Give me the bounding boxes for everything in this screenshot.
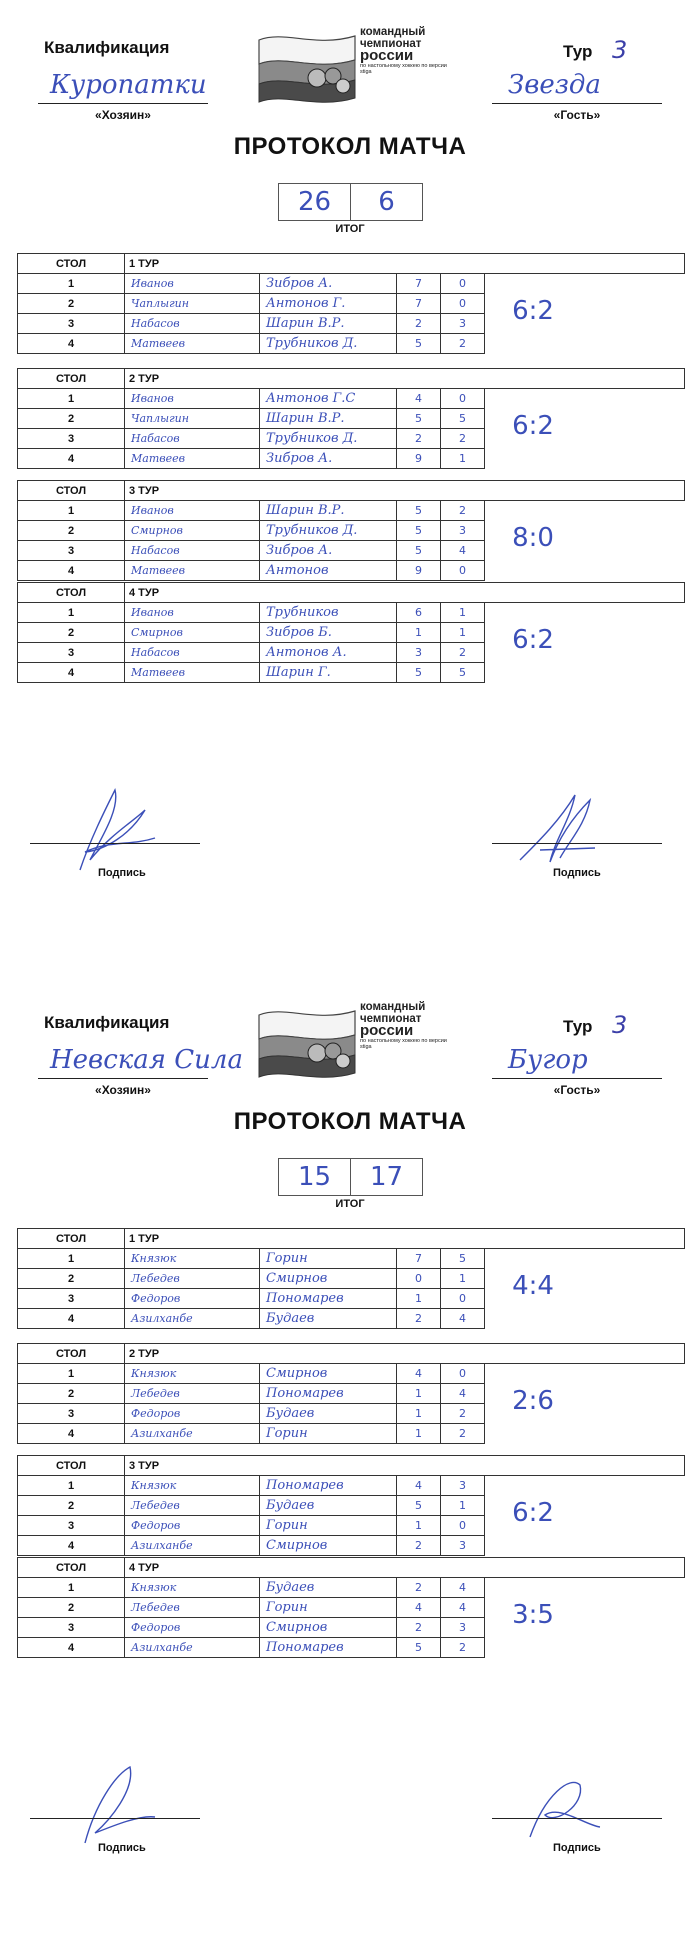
table-number: 1 xyxy=(18,501,125,521)
table-number: 3 xyxy=(18,1516,125,1536)
guest-game-score: 1 xyxy=(441,603,485,623)
round-result: 8:0 xyxy=(512,523,554,553)
table-row xyxy=(18,1476,685,1496)
home-team-line xyxy=(38,1078,208,1079)
home-player-name: Азилханбе xyxy=(125,1309,260,1329)
russian-flag-icon xyxy=(255,26,365,106)
home-game-score: 1 xyxy=(397,1424,441,1444)
total-home-score: 26 xyxy=(297,187,332,217)
table-number: 4 xyxy=(18,561,125,581)
guest-game-score: 4 xyxy=(441,1578,485,1598)
round-result-cell xyxy=(485,274,685,354)
round-header-row xyxy=(18,1456,685,1476)
table-row xyxy=(18,501,685,521)
total-score xyxy=(278,1158,423,1196)
guest-player-name: Антонов Г.С xyxy=(260,389,397,409)
home-player-name: Матвеев xyxy=(125,561,260,581)
table-row xyxy=(18,1249,685,1269)
home-player-name: Иванов xyxy=(125,274,260,294)
round-result-cell xyxy=(485,1578,685,1658)
guest-game-score: 4 xyxy=(441,1384,485,1404)
table-number: 1 xyxy=(18,274,125,294)
guest-player-name: Зибров А. xyxy=(260,541,397,561)
home-game-score: 5 xyxy=(397,663,441,683)
table-row xyxy=(18,603,685,623)
round-block xyxy=(17,1228,684,1329)
qualification-label: Квалификация xyxy=(44,1013,170,1032)
guest-game-score: 3 xyxy=(441,1476,485,1496)
home-player-name: Лебедев xyxy=(125,1384,260,1404)
table-number: 2 xyxy=(18,1598,125,1618)
signature-scribble-icon xyxy=(500,780,610,880)
guest-player-name: Трубников Д. xyxy=(260,334,397,354)
guest-player-name: Зибров Б. xyxy=(260,623,397,643)
table-number: 4 xyxy=(18,1536,125,1556)
round-label: 4 ТУР xyxy=(125,1558,685,1578)
round-block xyxy=(17,368,684,469)
guest-player-name: Горин xyxy=(260,1516,397,1536)
round-result: 6:2 xyxy=(512,1498,554,1528)
guest-signature-label: Подпись xyxy=(553,867,601,879)
guest-game-score: 4 xyxy=(441,1309,485,1329)
table-number: 1 xyxy=(18,1249,125,1269)
guest-player-name: Трубников xyxy=(260,603,397,623)
guest-player-name: Пономарев xyxy=(260,1476,397,1496)
total-label: ИТОГ xyxy=(335,223,365,235)
home-player-name: Азилханбе xyxy=(125,1536,260,1556)
signature-scribble-icon xyxy=(500,1755,610,1855)
home-player-name: Иванов xyxy=(125,603,260,623)
guest-player-name: Антонов xyxy=(260,561,397,581)
home-team-line xyxy=(38,103,208,104)
round-table xyxy=(17,582,685,683)
home-role-label: «Хозяин» xyxy=(95,1083,151,1097)
guest-game-score: 2 xyxy=(441,1404,485,1424)
protocol-title: ПРОТОКОЛ МАТЧА xyxy=(233,1108,467,1135)
home-player-name: Набасов xyxy=(125,643,260,663)
round-header-row xyxy=(18,369,685,389)
home-player-name: Князюк xyxy=(125,1476,260,1496)
round-block xyxy=(17,480,684,581)
table-number: 2 xyxy=(18,409,125,429)
table-number: 2 xyxy=(18,521,125,541)
guest-player-name: Пономарев xyxy=(260,1638,397,1658)
guest-game-score: 1 xyxy=(441,1496,485,1516)
home-game-score: 6 xyxy=(397,603,441,623)
home-player-name: Набасов xyxy=(125,314,260,334)
home-game-score: 4 xyxy=(397,1598,441,1618)
round-result: 3:5 xyxy=(512,1600,554,1630)
round-result: 6:2 xyxy=(512,625,554,655)
home-game-score: 0 xyxy=(397,1269,441,1289)
home-player-name: Матвеев xyxy=(125,449,260,469)
table-number: 3 xyxy=(18,429,125,449)
table-number: 1 xyxy=(18,389,125,409)
home-game-score: 5 xyxy=(397,1638,441,1658)
guest-game-score: 0 xyxy=(441,294,485,314)
home-game-score: 5 xyxy=(397,541,441,561)
table-row xyxy=(18,274,685,294)
guest-player-name: Горин xyxy=(260,1424,397,1444)
home-game-score: 2 xyxy=(397,1618,441,1638)
round-result-cell xyxy=(485,501,685,581)
round-result: 4:4 xyxy=(512,1271,554,1301)
round-label: 3 ТУР xyxy=(125,481,685,501)
round-table xyxy=(17,1557,685,1658)
guest-game-score: 0 xyxy=(441,1364,485,1384)
round-table xyxy=(17,480,685,581)
guest-game-score: 2 xyxy=(441,643,485,663)
home-player-name: Иванов xyxy=(125,389,260,409)
guest-player-name: Смирнов xyxy=(260,1364,397,1384)
home-game-score: 4 xyxy=(397,1476,441,1496)
guest-player-name: Горин xyxy=(260,1249,397,1269)
championship-logo xyxy=(255,1001,450,1081)
table-number: 4 xyxy=(18,1309,125,1329)
round-header-row xyxy=(18,254,685,274)
round-result: 2:6 xyxy=(512,1386,554,1416)
home-player-name: Азилханбе xyxy=(125,1638,260,1658)
qualification-label: Квалификация xyxy=(44,38,170,57)
home-game-score: 9 xyxy=(397,561,441,581)
round-header-row xyxy=(18,1229,685,1249)
home-player-name: Набасов xyxy=(125,429,260,449)
logo-text: командный чемпионат россии по настольному хоккею по версии stiga xyxy=(360,1001,447,1050)
table-number: 3 xyxy=(18,643,125,663)
guest-game-score: 0 xyxy=(441,1289,485,1309)
tour-value: 3 xyxy=(612,36,628,64)
guest-game-score: 5 xyxy=(441,1249,485,1269)
home-game-score: 9 xyxy=(397,449,441,469)
russian-flag-icon xyxy=(255,1001,365,1081)
guest-game-score: 0 xyxy=(441,1516,485,1536)
table-number: 2 xyxy=(18,294,125,314)
round-table xyxy=(17,253,685,354)
guest-player-name: Смирнов xyxy=(260,1536,397,1556)
round-result: 6:2 xyxy=(512,296,554,326)
guest-game-score: 2 xyxy=(441,1638,485,1658)
championship-logo xyxy=(255,26,450,106)
guest-team-name: Звезда xyxy=(508,70,601,100)
home-player-name: Чаплыгин xyxy=(125,294,260,314)
guest-role-label: «Гость» xyxy=(553,1083,601,1097)
table-number: 1 xyxy=(18,1364,125,1384)
guest-player-name: Будаев xyxy=(260,1309,397,1329)
table-row xyxy=(18,1578,685,1598)
table-column-header: СТОЛ xyxy=(18,254,125,274)
tour-value: 3 xyxy=(612,1011,628,1039)
home-game-score: 2 xyxy=(397,314,441,334)
round-label: 2 ТУР xyxy=(125,369,685,389)
guest-game-score: 0 xyxy=(441,274,485,294)
guest-game-score: 2 xyxy=(441,501,485,521)
guest-player-name: Шарин В.Р. xyxy=(260,314,397,334)
home-player-name: Смирнов xyxy=(125,623,260,643)
match-protocol xyxy=(0,0,700,960)
round-block xyxy=(17,253,684,354)
round-table xyxy=(17,368,685,469)
tour-label: Тур xyxy=(563,42,593,61)
home-signature-line xyxy=(30,1818,200,1819)
home-player-name: Чаплыгин xyxy=(125,409,260,429)
home-game-score: 1 xyxy=(397,1289,441,1309)
home-game-score: 5 xyxy=(397,1496,441,1516)
guest-game-score: 3 xyxy=(441,1536,485,1556)
home-game-score: 7 xyxy=(397,1249,441,1269)
guest-player-name: Шарин Г. xyxy=(260,663,397,683)
round-label: 1 ТУР xyxy=(125,254,685,274)
round-label: 1 ТУР xyxy=(125,1229,685,1249)
table-column-header: СТОЛ xyxy=(18,1344,125,1364)
table-number: 1 xyxy=(18,1578,125,1598)
round-table xyxy=(17,1228,685,1329)
home-player-name: Лебедев xyxy=(125,1598,260,1618)
guest-game-score: 1 xyxy=(441,623,485,643)
home-player-name: Азилханбе xyxy=(125,1424,260,1444)
home-game-score: 5 xyxy=(397,501,441,521)
guest-game-score: 2 xyxy=(441,334,485,354)
round-label: 2 ТУР xyxy=(125,1344,685,1364)
guest-signature-line xyxy=(492,1818,662,1819)
guest-game-score: 0 xyxy=(441,389,485,409)
round-result-cell xyxy=(485,389,685,469)
guest-game-score: 1 xyxy=(441,1269,485,1289)
home-player-name: Матвеев xyxy=(125,663,260,683)
table-number: 2 xyxy=(18,1269,125,1289)
round-label: 4 ТУР xyxy=(125,583,685,603)
logo-text: командный чемпионат россии по настольному хоккею по версии stiga xyxy=(360,26,447,75)
home-game-score: 7 xyxy=(397,274,441,294)
signature-scribble-icon xyxy=(60,1755,170,1855)
home-game-score: 5 xyxy=(397,521,441,541)
home-player-name: Федоров xyxy=(125,1516,260,1536)
total-home-score: 15 xyxy=(297,1162,332,1192)
guest-game-score: 3 xyxy=(441,1618,485,1638)
round-block xyxy=(17,1343,684,1444)
table-number: 1 xyxy=(18,1476,125,1496)
table-number: 3 xyxy=(18,541,125,561)
round-block xyxy=(17,1455,684,1556)
guest-team-name: Бугор xyxy=(508,1045,588,1075)
guest-role-label: «Гость» xyxy=(553,108,601,122)
table-number: 3 xyxy=(18,314,125,334)
guest-game-score: 3 xyxy=(441,521,485,541)
home-game-score: 5 xyxy=(397,409,441,429)
guest-player-name: Шарин В.Р. xyxy=(260,409,397,429)
total-guest-score: 6 xyxy=(350,184,422,220)
round-result: 6:2 xyxy=(512,411,554,441)
table-row xyxy=(18,1364,685,1384)
home-player-name: Федоров xyxy=(125,1618,260,1638)
guest-player-name: Будаев xyxy=(260,1496,397,1516)
home-player-name: Князюк xyxy=(125,1578,260,1598)
guest-player-name: Будаев xyxy=(260,1578,397,1598)
round-result-cell xyxy=(485,1476,685,1556)
table-row xyxy=(18,389,685,409)
match-protocol xyxy=(0,975,700,1935)
home-player-name: Лебедев xyxy=(125,1496,260,1516)
guest-game-score: 2 xyxy=(441,1424,485,1444)
guest-game-score: 5 xyxy=(441,663,485,683)
home-game-score: 1 xyxy=(397,1404,441,1424)
home-signature-label: Подпись xyxy=(98,867,146,879)
home-team-name: Куропатки xyxy=(50,70,207,100)
home-player-name: Набасов xyxy=(125,541,260,561)
home-game-score: 4 xyxy=(397,389,441,409)
total-guest-score: 17 xyxy=(350,1159,422,1195)
guest-game-score: 1 xyxy=(441,449,485,469)
round-table xyxy=(17,1343,685,1444)
tour-label: Тур xyxy=(563,1017,593,1036)
home-game-score: 2 xyxy=(397,429,441,449)
total-label: ИТОГ xyxy=(335,1198,365,1210)
home-game-score: 1 xyxy=(397,1516,441,1536)
guest-player-name: Зибров А. xyxy=(260,274,397,294)
home-player-name: Федоров xyxy=(125,1404,260,1424)
guest-team-line xyxy=(492,103,662,104)
signature-scribble-icon xyxy=(60,780,170,880)
table-column-header: СТОЛ xyxy=(18,369,125,389)
table-number: 1 xyxy=(18,603,125,623)
home-game-score: 2 xyxy=(397,1309,441,1329)
home-game-score: 2 xyxy=(397,1578,441,1598)
round-label: 3 ТУР xyxy=(125,1456,685,1476)
home-game-score: 7 xyxy=(397,294,441,314)
table-number: 2 xyxy=(18,1496,125,1516)
table-column-header: СТОЛ xyxy=(18,583,125,603)
table-number: 2 xyxy=(18,623,125,643)
guest-game-score: 2 xyxy=(441,429,485,449)
home-game-score: 2 xyxy=(397,1536,441,1556)
round-result-cell xyxy=(485,603,685,683)
round-header-row xyxy=(18,1344,685,1364)
round-block xyxy=(17,582,684,683)
guest-game-score: 4 xyxy=(441,1598,485,1618)
home-player-name: Лебедев xyxy=(125,1269,260,1289)
table-column-header: СТОЛ xyxy=(18,1456,125,1476)
home-player-name: Матвеев xyxy=(125,334,260,354)
guest-player-name: Смирнов xyxy=(260,1269,397,1289)
round-header-row xyxy=(18,583,685,603)
round-result-cell xyxy=(485,1364,685,1444)
guest-player-name: Пономарев xyxy=(260,1384,397,1404)
total-score xyxy=(278,183,423,221)
home-player-name: Федоров xyxy=(125,1289,260,1309)
round-header-row xyxy=(18,1558,685,1578)
guest-player-name: Трубников Д. xyxy=(260,429,397,449)
guest-player-name: Трубников Д. xyxy=(260,521,397,541)
home-player-name: Князюк xyxy=(125,1249,260,1269)
guest-game-score: 5 xyxy=(441,409,485,429)
guest-signature-line xyxy=(492,843,662,844)
guest-team-line xyxy=(492,1078,662,1079)
home-signature-label: Подпись xyxy=(98,1842,146,1854)
table-number: 3 xyxy=(18,1289,125,1309)
home-player-name: Иванов xyxy=(125,501,260,521)
home-game-score: 5 xyxy=(397,334,441,354)
guest-player-name: Шарин В.Р. xyxy=(260,501,397,521)
round-block xyxy=(17,1557,684,1658)
table-number: 4 xyxy=(18,334,125,354)
guest-player-name: Будаев xyxy=(260,1404,397,1424)
home-game-score: 4 xyxy=(397,1364,441,1384)
table-number: 4 xyxy=(18,1424,125,1444)
guest-player-name: Пономарев xyxy=(260,1289,397,1309)
guest-player-name: Горин xyxy=(260,1598,397,1618)
protocol-title: ПРОТОКОЛ МАТЧА xyxy=(233,133,467,160)
table-column-header: СТОЛ xyxy=(18,1558,125,1578)
table-column-header: СТОЛ xyxy=(18,1229,125,1249)
home-player-name: Смирнов xyxy=(125,521,260,541)
table-number: 3 xyxy=(18,1618,125,1638)
home-game-score: 1 xyxy=(397,1384,441,1404)
home-game-score: 3 xyxy=(397,643,441,663)
table-number: 4 xyxy=(18,663,125,683)
table-number: 4 xyxy=(18,449,125,469)
table-number: 2 xyxy=(18,1384,125,1404)
guest-player-name: Антонов А. xyxy=(260,643,397,663)
guest-player-name: Смирнов xyxy=(260,1618,397,1638)
round-header-row xyxy=(18,481,685,501)
guest-game-score: 3 xyxy=(441,314,485,334)
home-player-name: Князюк xyxy=(125,1364,260,1384)
table-number: 4 xyxy=(18,1638,125,1658)
home-signature-line xyxy=(30,843,200,844)
round-result-cell xyxy=(485,1249,685,1329)
table-number: 3 xyxy=(18,1404,125,1424)
home-team-name: Невская Сила xyxy=(50,1045,243,1075)
home-game-score: 1 xyxy=(397,623,441,643)
round-table xyxy=(17,1455,685,1556)
guest-game-score: 0 xyxy=(441,561,485,581)
table-column-header: СТОЛ xyxy=(18,481,125,501)
guest-game-score: 4 xyxy=(441,541,485,561)
guest-signature-label: Подпись xyxy=(553,1842,601,1854)
guest-player-name: Антонов Г. xyxy=(260,294,397,314)
guest-player-name: Зибров А. xyxy=(260,449,397,469)
home-role-label: «Хозяин» xyxy=(95,108,151,122)
